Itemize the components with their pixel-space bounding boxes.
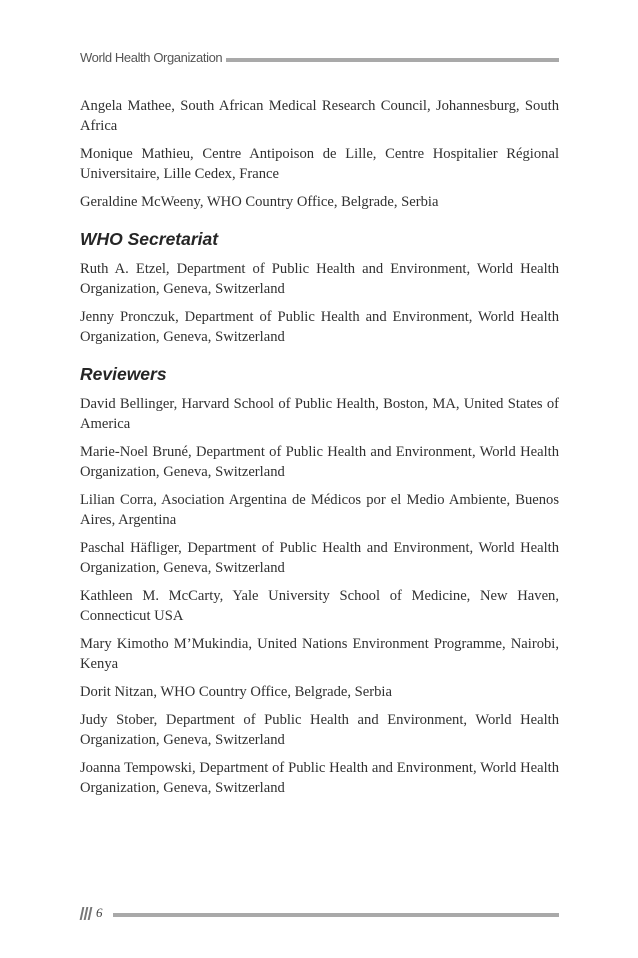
contributors-continued-section	[80, 96, 559, 212]
contributor-entry: Geraldine McWeeny, WHO Country Office, Belgrade, Serbia	[80, 194, 439, 210]
reviewer-entry: Marie-Noel Bruné, Department of Public Health and Environment, World Health Organization, Geneva, Switzerland	[80, 444, 559, 480]
reviewer-entry: Lilian Corra, Asociation Argentina de Médicos por el Medio Ambiente, Buenos Aires, Argentina	[80, 492, 559, 528]
page-footer	[80, 905, 559, 925]
reviewers-section	[80, 363, 559, 798]
page-number: 6	[96, 905, 103, 920]
header-rule	[226, 58, 559, 62]
page-header	[80, 50, 559, 72]
footer-rule	[113, 913, 559, 917]
contributor-entry: Angela Mathee, South African Medical Research Council, Johannesburg, South Africa	[80, 98, 559, 134]
page-marker-icon	[80, 907, 94, 921]
reviewer-entry: Mary Kimotho M’Mukindia, United Nations Environment Programme, Nairobi, Kenya	[80, 636, 559, 672]
reviewer-entry: Kathleen M. McCarty, Yale University School of Medicine, New Haven, Connecticut USA	[80, 588, 559, 624]
page-content	[80, 96, 559, 806]
contributor-entry: Monique Mathieu, Centre Antipoison de Lille, Centre Hospitalier Régional Universitaire, Lille Cedex, France	[80, 146, 559, 182]
section-heading: Reviewers	[80, 364, 167, 384]
section-heading: WHO Secretariat	[80, 229, 219, 249]
reviewer-entry: Judy Stober, Department of Public Health and Environment, World Health Organization, Geneva, Switzerland	[80, 712, 559, 748]
reviewer-entry: Dorit Nitzan, WHO Country Office, Belgrade, Serbia	[80, 684, 392, 700]
reviewer-entry: David Bellinger, Harvard School of Public Health, Boston, MA, United States of America	[80, 396, 559, 432]
who-secretariat-section	[80, 228, 559, 347]
contributor-entry: Jenny Pronczuk, Department of Public Health and Environment, World Health Organization, Geneva, Switzerland	[80, 309, 559, 345]
contributor-entry: Ruth A. Etzel, Department of Public Health and Environment, World Health Organization, Geneva, Switzerland	[80, 261, 559, 297]
reviewer-entry: Paschal Häfliger, Department of Public Health and Environment, World Health Organization, Geneva, Switzerland	[80, 540, 559, 576]
reviewer-entry: Joanna Tempowski, Department of Public Health and Environment, World Health Organization, Geneva, Switzerland	[80, 760, 559, 796]
organization-name: World Health Organization	[80, 50, 223, 65]
